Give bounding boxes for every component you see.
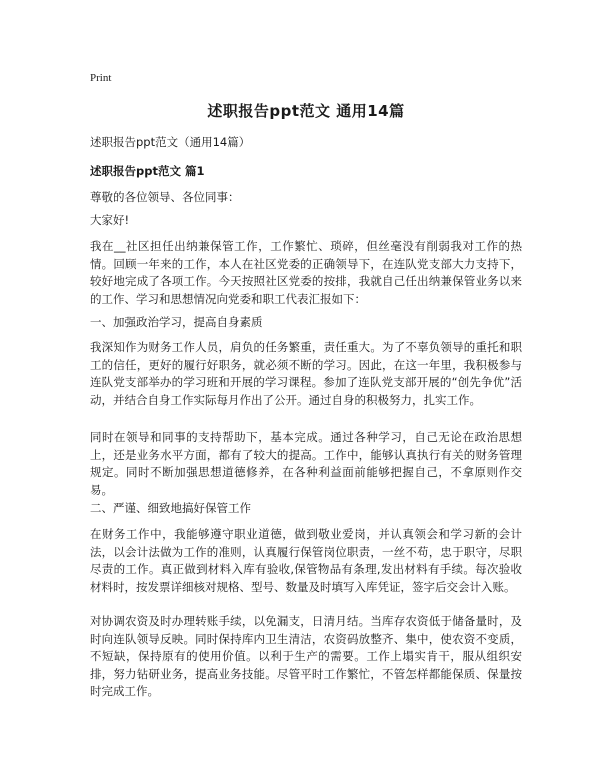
document-title: 述职报告ppt范文 通用14篇 <box>207 102 405 120</box>
paragraph-study-1: 我深知作为财务工作人员，肩负的任务繁重，责任重大。为了不辜负领导的重托和职工的信任，更好的履行好职务，就必须不断的学习。因此，在这一年里，我积极参与连队党支部举办的学习班和开展的学习课程。参加了连队党支部开展的“创先争优”活动，并结合自身工作实际每月作出了公开。通过自身的积极努力，扎实工作。 <box>90 340 522 407</box>
print-label: Print <box>90 72 112 84</box>
intro-paragraph: 我在__社区担任出纳兼保管工作，工作繁忙、琐碎，但丝毫没有削弱我对工作的热情。回顾一年来的工作，本人在社区党委的正确领导下，在连队党支部大力支持下，较好地完成了各项工作。今天按照社区党委的按排，我就自己任出纳兼保管业务以来的工作、学习和思想情况向党委和职工代表汇报如下： <box>90 239 522 306</box>
heading-political-study: 一、加强政治学习，提高自身素质 <box>90 315 263 329</box>
paragraph-custody-2: 对协调农资及时办理转账手续，以免漏支，日清月结。当库存农资低于储备量时，及时向连队领导反映。同时保持库内卫生清洁，农资码放整齐、集中，使农资不变质，不短缺，保持原有的使用价值。以利于生产的需要。工作上塌实肯干，服从组织安排，努力钻研业务，提高业务技能。尽管平时工作繁忙，不管怎样都能保质、保量按时完成工作。 <box>90 614 522 698</box>
paragraph-custody-1: 在财务工作中，我能够遵守职业道德，做到敬业爱岗，并认真领会和学习新的会计法，以会计法做为工作的准则，认真履行保管岗位职责，一丝不苟，忠于职守，尽职尽责的工作。真正做到材料入库有验收,保管物品有条理,发出材料有手续。每次验收材料时，按发票详细核对规格、型号、数量及时填写入库凭证，签字后交会计入账。 <box>90 527 522 594</box>
hello-paragraph: 大家好! <box>90 213 130 227</box>
document-subtitle: 述职报告ppt范文（通用14篇） <box>90 135 251 149</box>
heading-custody-work: 二、严谨、细致地搞好保管工作 <box>90 501 251 515</box>
paragraph-study-2: 同时在领导和同事的支持帮助下，基本完成。通过各种学习，自己无论在政治思想上，还是业务水平方面，都有了较大的提高。工作中，能够认真执行有关的财务管理规定。同时不断加强思想道德修养，在各种利益面前能够把握自己，不拿原则作交易。 <box>90 430 522 497</box>
greeting-paragraph: 尊敬的各位领导、各位同事： <box>90 190 240 204</box>
section-title: 述职报告ppt范文 篇1 <box>90 164 205 178</box>
